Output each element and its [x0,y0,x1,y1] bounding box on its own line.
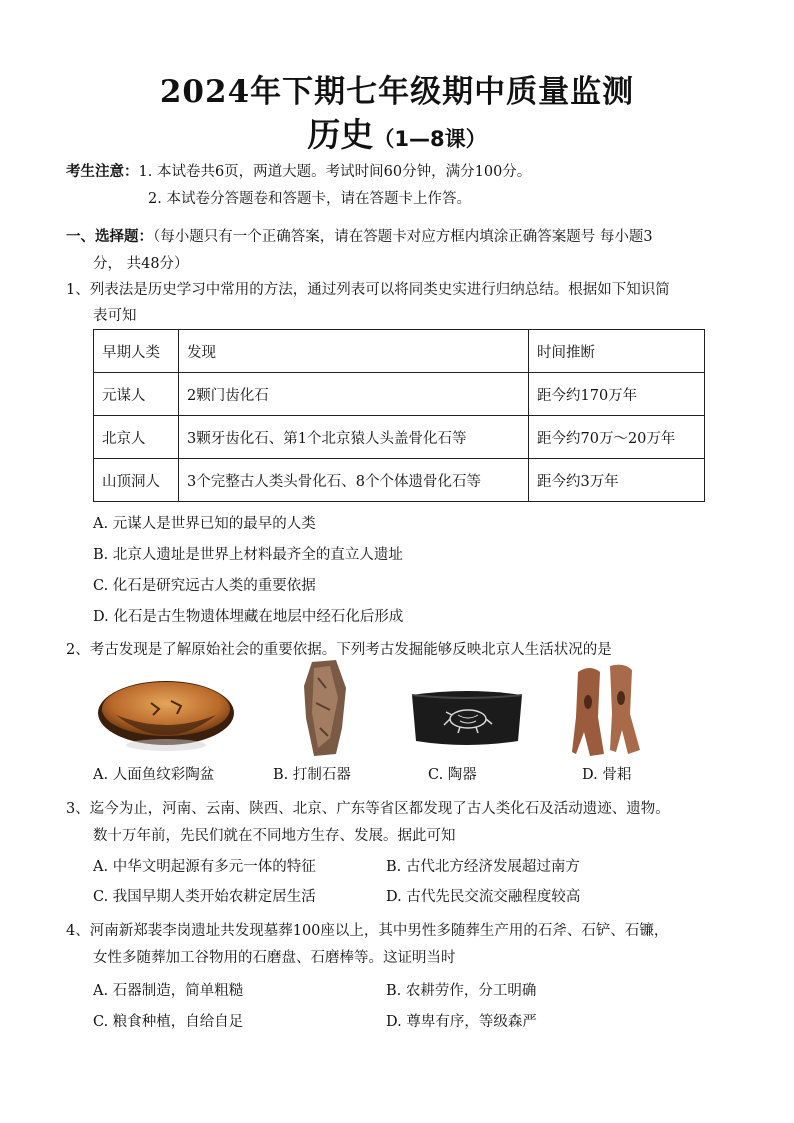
q3-stem-1: 3、迄今为止，河南、云南、陕西、北京、广东等省区都发现了古人类化石及活动遗迹、遗物。 [66,801,670,817]
table-header: 时间推断 [529,330,705,373]
chipped-stone-tool-image [300,658,350,758]
exam-title: 2024年下期七年级期中质量监测 [159,74,635,110]
q1-stem-2: 表可知 [93,308,137,324]
table-cell: 北京人 [94,416,179,459]
table-cell: 距今约3万年 [529,459,705,502]
notice-line-1 [66,160,531,181]
q1-stem-1: 1、列表法是历史学习中常用的方法，通过列表可以将同类史实进行归纳总结。根据如下知识简 [66,282,670,298]
q2-option-b: B. 打制石器 [273,767,351,783]
notice-label: 考生注意： [66,164,139,180]
subject-name: 历史 [307,115,374,154]
q3-option-d: D. 古代先民交流交融程度较高 [386,889,581,905]
subject-title [0,109,794,156]
table-row [94,459,705,502]
section-instruction-2: 分， 共48分） [93,256,189,272]
table-cell: 3颗牙齿化石、第1个北京猿人头盖骨化石等 [179,416,529,459]
q4-stem-1: 4、河南新郑裴李岗遗址共发现墓葬100座以上，其中男性多随葬生产用的石斧、石铲、石镰， [66,923,669,939]
table-header: 早期人类 [94,330,179,373]
knowledge-table [93,329,705,502]
q4-option-b: B. 农耕劳作，分工明确 [386,983,537,999]
notice-item-2: 2. 本试卷分答题卷和答题卡，请在答题卡上作答。 [148,191,471,207]
section-heading-line [66,225,653,246]
bone-spade-image [570,662,644,758]
q2-option-d: D. 骨耜 [582,767,632,783]
q3-option-a: A. 中华文明起源有多元一体的特征 [93,859,316,875]
q1-option-d: D. 化石是古生物遗体埋藏在地层中经石化后形成 [93,609,404,625]
table-cell: 元谋人 [94,373,179,416]
table-cell: 距今约70万～20万年 [529,416,705,459]
table-cell: 2颗门齿化石 [179,373,529,416]
section-instruction-1: （每小题只有一个正确答案，请在答题卡对应方框内填涂正确答案题号 每小题3 [153,229,653,245]
table-row [94,373,705,416]
table-header: 发现 [179,330,529,373]
q4-option-d: D. 尊卑有序，等级森严 [386,1014,537,1030]
section-heading: 一、选择题： [66,229,153,245]
q1-option-a: A. 元谋人是世界已知的最早的人类 [93,516,316,532]
q4-option-c: C. 粮食种植，自给自足 [93,1014,244,1030]
q1-option-b: B. 北京人遗址是世界上材料最齐全的直立人遗址 [93,547,403,563]
painted-pottery-basin-image [96,675,236,755]
q2-option-a: A. 人面鱼纹彩陶盆 [93,767,215,783]
q2-option-c: C. 陶器 [428,767,477,783]
q3-option-b: B. 古代北方经济发展超过南方 [386,859,580,875]
table-cell: 山顶洞人 [94,459,179,502]
table-row [94,416,705,459]
q1-option-c: C. 化石是研究远古人类的重要依据 [93,578,316,594]
q4-stem-2: 女性多随葬加工谷物用的石磨盘、石磨棒等。这证明当时 [93,950,456,966]
lesson-scope: （1—8课） [373,127,487,151]
notice-item-1: 1. 本试卷共6页，两道大题。考试时间60分钟，满分100分。 [138,164,532,180]
q2-stem: 2、考古发现是了解原始社会的重要依据。下列考古发掘能够反映北京人生活状况的是 [66,642,612,658]
table-header-row [94,330,705,373]
q3-stem-2: 数十万年前，先民们就在不同地方生存、发展。据此可知 [93,828,456,844]
table-cell: 距今约170万年 [529,373,705,416]
q4-option-a: A. 石器制造，简单粗糙 [93,983,244,999]
pottery-vessel-image [408,687,526,749]
table-cell: 3个完整古人类头骨化石、8个个体遗骨化石等 [179,459,529,502]
q3-option-c: C. 我国早期人类开始农耕定居生活 [93,889,316,905]
